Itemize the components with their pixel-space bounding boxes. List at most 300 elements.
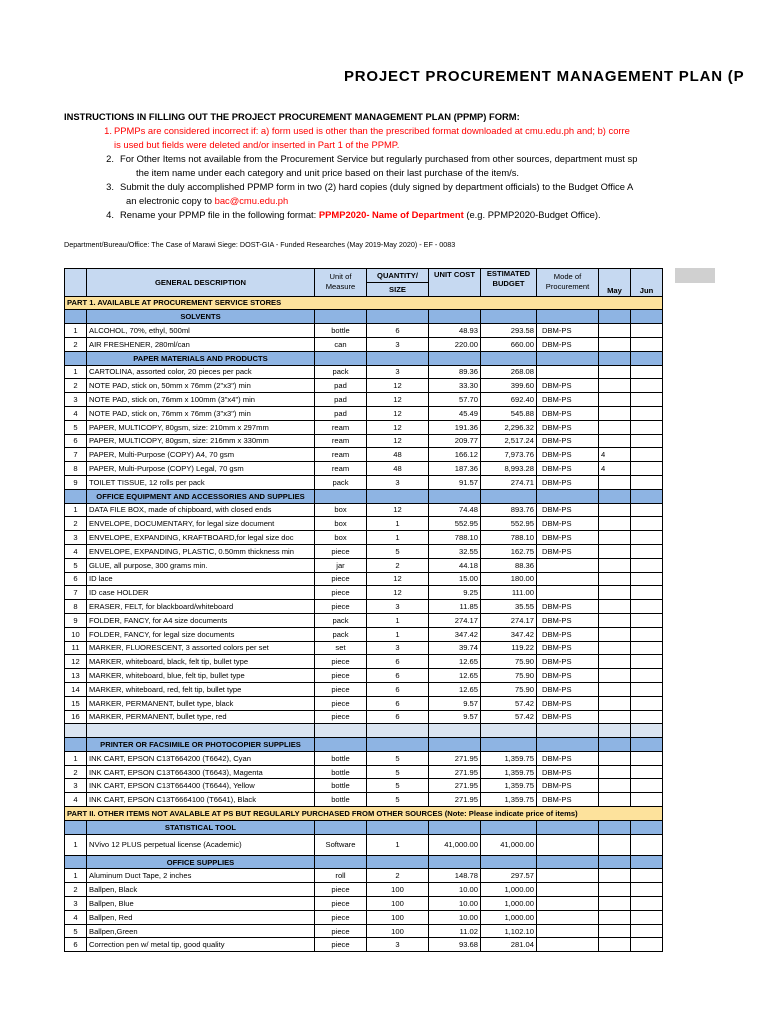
item-may-quantity[interactable]: [599, 613, 631, 627]
item-jun-quantity[interactable]: [631, 834, 663, 855]
item-description[interactable]: INK CART, EPSON C13T664400 (T6644), Yellow: [87, 779, 315, 793]
item-estimated-budget[interactable]: 293.58: [481, 324, 537, 338]
item-estimated-budget[interactable]: 111.00: [481, 586, 537, 600]
item-unit-of-measure[interactable]: ream: [315, 448, 367, 462]
item-mode-of-procurement[interactable]: [537, 558, 599, 572]
item-may-quantity[interactable]: 4: [599, 462, 631, 476]
item-may-quantity[interactable]: [599, 517, 631, 531]
item-unit-of-measure[interactable]: piece: [315, 682, 367, 696]
item-jun-quantity[interactable]: [631, 669, 663, 683]
item-description[interactable]: NVivo 12 PLUS perpetual license (Academic): [87, 834, 315, 855]
item-jun-quantity[interactable]: [631, 434, 663, 448]
item-mode-of-procurement[interactable]: [537, 924, 599, 938]
item-jun-quantity[interactable]: [631, 627, 663, 641]
item-quantity[interactable]: 2: [367, 869, 429, 883]
item-unit-of-measure[interactable]: bottle: [315, 751, 367, 765]
item-mode-of-procurement[interactable]: DBM-PS: [537, 682, 599, 696]
item-jun-quantity[interactable]: [631, 324, 663, 338]
item-mode-of-procurement[interactable]: [537, 572, 599, 586]
item-quantity[interactable]: 100: [367, 897, 429, 911]
item-may-quantity[interactable]: [599, 600, 631, 614]
item-description[interactable]: GLUE, all purpose, 300 grams min.: [87, 558, 315, 572]
item-description[interactable]: DATA FILE BOX, made of chipboard, with closed ends: [87, 503, 315, 517]
item-unit-cost[interactable]: 45.49: [429, 406, 481, 420]
item-estimated-budget[interactable]: 1,000.00: [481, 897, 537, 911]
item-jun-quantity[interactable]: [631, 924, 663, 938]
item-mode-of-procurement[interactable]: DBM-PS: [537, 669, 599, 683]
item-estimated-budget[interactable]: 35.55: [481, 600, 537, 614]
item-quantity[interactable]: 1: [367, 627, 429, 641]
item-estimated-budget[interactable]: 75.90: [481, 682, 537, 696]
item-mode-of-procurement[interactable]: DBM-PS: [537, 517, 599, 531]
item-may-quantity[interactable]: [599, 793, 631, 807]
item-description[interactable]: ENVELOPE, EXPANDING, PLASTIC, 0.50mm thickness min: [87, 544, 315, 558]
item-may-quantity[interactable]: [599, 669, 631, 683]
item-quantity[interactable]: 1: [367, 517, 429, 531]
item-description[interactable]: FOLDER, FANCY, for A4 size documents: [87, 613, 315, 627]
item-may-quantity[interactable]: [599, 924, 631, 938]
item-quantity[interactable]: 12: [367, 586, 429, 600]
item-jun-quantity[interactable]: [631, 544, 663, 558]
item-unit-cost[interactable]: 10.00: [429, 897, 481, 911]
item-mode-of-procurement[interactable]: DBM-PS: [537, 779, 599, 793]
item-unit-cost[interactable]: 347.42: [429, 627, 481, 641]
item-description[interactable]: AIR FRESHENER, 280ml/can: [87, 337, 315, 351]
item-mode-of-procurement[interactable]: [537, 938, 599, 952]
item-mode-of-procurement[interactable]: DBM-PS: [537, 393, 599, 407]
item-mode-of-procurement[interactable]: DBM-PS: [537, 765, 599, 779]
item-mode-of-procurement[interactable]: DBM-PS: [537, 420, 599, 434]
item-unit-of-measure[interactable]: pack: [315, 613, 367, 627]
item-jun-quantity[interactable]: [631, 897, 663, 911]
item-description[interactable]: PAPER, Multi-Purpose (COPY) Legal, 70 gsm: [87, 462, 315, 476]
item-jun-quantity[interactable]: [631, 586, 663, 600]
item-estimated-budget[interactable]: 7,973.76: [481, 448, 537, 462]
item-may-quantity[interactable]: [599, 475, 631, 489]
item-unit-cost[interactable]: 271.95: [429, 751, 481, 765]
item-quantity[interactable]: 6: [367, 669, 429, 683]
item-quantity[interactable]: 3: [367, 641, 429, 655]
item-may-quantity[interactable]: [599, 641, 631, 655]
item-may-quantity[interactable]: [599, 406, 631, 420]
item-quantity[interactable]: 100: [367, 883, 429, 897]
item-mode-of-procurement[interactable]: DBM-PS: [537, 337, 599, 351]
item-estimated-budget[interactable]: 75.90: [481, 655, 537, 669]
item-mode-of-procurement[interactable]: [537, 910, 599, 924]
item-jun-quantity[interactable]: [631, 765, 663, 779]
item-may-quantity[interactable]: 4: [599, 448, 631, 462]
item-unit-of-measure[interactable]: piece: [315, 655, 367, 669]
item-quantity[interactable]: 3: [367, 600, 429, 614]
item-unit-of-measure[interactable]: ream: [315, 462, 367, 476]
item-estimated-budget[interactable]: 692.40: [481, 393, 537, 407]
item-estimated-budget[interactable]: 2,517.24: [481, 434, 537, 448]
item-estimated-budget[interactable]: 297.57: [481, 869, 537, 883]
item-unit-of-measure[interactable]: piece: [315, 669, 367, 683]
item-jun-quantity[interactable]: [631, 517, 663, 531]
item-description[interactable]: ENVELOPE, DOCUMENTARY, for legal size document: [87, 517, 315, 531]
item-quantity[interactable]: 2: [367, 558, 429, 572]
item-description[interactable]: INK CART, EPSON C13T664200 (T6642), Cyan: [87, 751, 315, 765]
item-unit-cost[interactable]: 271.95: [429, 779, 481, 793]
item-may-quantity[interactable]: [599, 897, 631, 911]
item-jun-quantity[interactable]: [631, 883, 663, 897]
item-may-quantity[interactable]: [599, 682, 631, 696]
item-estimated-budget[interactable]: 2,296.32: [481, 420, 537, 434]
item-mode-of-procurement[interactable]: [537, 869, 599, 883]
item-may-quantity[interactable]: [599, 531, 631, 545]
item-mode-of-procurement[interactable]: [537, 586, 599, 600]
item-mode-of-procurement[interactable]: DBM-PS: [537, 379, 599, 393]
item-unit-cost[interactable]: 93.68: [429, 938, 481, 952]
item-jun-quantity[interactable]: [631, 379, 663, 393]
item-description[interactable]: MARKER, whiteboard, black, felt tip, bullet type: [87, 655, 315, 669]
item-may-quantity[interactable]: [599, 434, 631, 448]
item-quantity[interactable]: 12: [367, 393, 429, 407]
item-quantity[interactable]: 6: [367, 324, 429, 338]
item-may-quantity[interactable]: [599, 910, 631, 924]
item-unit-cost[interactable]: 11.02: [429, 924, 481, 938]
item-mode-of-procurement[interactable]: DBM-PS: [537, 462, 599, 476]
item-jun-quantity[interactable]: [631, 462, 663, 476]
item-unit-of-measure[interactable]: pad: [315, 406, 367, 420]
item-may-quantity[interactable]: [599, 558, 631, 572]
item-estimated-budget[interactable]: 893.76: [481, 503, 537, 517]
item-unit-of-measure[interactable]: pack: [315, 365, 367, 379]
item-unit-of-measure[interactable]: can: [315, 337, 367, 351]
item-jun-quantity[interactable]: [631, 869, 663, 883]
item-mode-of-procurement[interactable]: DBM-PS: [537, 600, 599, 614]
item-mode-of-procurement[interactable]: [537, 834, 599, 855]
item-may-quantity[interactable]: [599, 544, 631, 558]
item-quantity[interactable]: 12: [367, 406, 429, 420]
item-jun-quantity[interactable]: [631, 337, 663, 351]
item-description[interactable]: NOTE PAD, stick on, 50mm x 76mm (2"x3") min: [87, 379, 315, 393]
item-unit-cost[interactable]: 41,000.00: [429, 834, 481, 855]
item-unit-of-measure[interactable]: piece: [315, 897, 367, 911]
item-estimated-budget[interactable]: 180.00: [481, 572, 537, 586]
item-may-quantity[interactable]: [599, 834, 631, 855]
item-quantity[interactable]: 12: [367, 379, 429, 393]
item-mode-of-procurement[interactable]: DBM-PS: [537, 641, 599, 655]
item-quantity[interactable]: 3: [367, 938, 429, 952]
item-jun-quantity[interactable]: [631, 710, 663, 724]
item-mode-of-procurement[interactable]: DBM-PS: [537, 751, 599, 765]
item-description[interactable]: Ballpen,Green: [87, 924, 315, 938]
item-jun-quantity[interactable]: [631, 779, 663, 793]
item-description[interactable]: MARKER, whiteboard, red, felt tip, bullet type: [87, 682, 315, 696]
item-description[interactable]: CARTOLINA, assorted color, 20 pieces per pack: [87, 365, 315, 379]
item-mode-of-procurement[interactable]: [537, 897, 599, 911]
item-unit-cost[interactable]: 191.36: [429, 420, 481, 434]
item-unit-of-measure[interactable]: ream: [315, 434, 367, 448]
item-quantity[interactable]: 12: [367, 420, 429, 434]
item-description[interactable]: FOLDER, FANCY, for legal size documents: [87, 627, 315, 641]
item-description[interactable]: Correction pen w/ metal tip, good quality: [87, 938, 315, 952]
item-mode-of-procurement[interactable]: DBM-PS: [537, 627, 599, 641]
item-unit-of-measure[interactable]: roll: [315, 869, 367, 883]
item-unit-of-measure[interactable]: pad: [315, 379, 367, 393]
item-may-quantity[interactable]: [599, 379, 631, 393]
item-unit-of-measure[interactable]: ream: [315, 420, 367, 434]
item-estimated-budget[interactable]: 274.17: [481, 613, 537, 627]
item-unit-cost[interactable]: 57.70: [429, 393, 481, 407]
item-description[interactable]: Ballpen, Black: [87, 883, 315, 897]
item-mode-of-procurement[interactable]: [537, 365, 599, 379]
item-estimated-budget[interactable]: 268.08: [481, 365, 537, 379]
item-estimated-budget[interactable]: 75.90: [481, 669, 537, 683]
item-jun-quantity[interactable]: [631, 793, 663, 807]
item-unit-cost[interactable]: 148.78: [429, 869, 481, 883]
item-unit-cost[interactable]: 48.93: [429, 324, 481, 338]
item-jun-quantity[interactable]: [631, 365, 663, 379]
item-description[interactable]: ID case HOLDER: [87, 586, 315, 600]
item-estimated-budget[interactable]: 119.22: [481, 641, 537, 655]
item-jun-quantity[interactable]: [631, 448, 663, 462]
item-mode-of-procurement[interactable]: DBM-PS: [537, 710, 599, 724]
item-quantity[interactable]: 6: [367, 696, 429, 710]
item-may-quantity[interactable]: [599, 627, 631, 641]
item-unit-of-measure[interactable]: box: [315, 531, 367, 545]
item-quantity[interactable]: 3: [367, 365, 429, 379]
item-estimated-budget[interactable]: 162.75: [481, 544, 537, 558]
item-unit-cost[interactable]: 274.17: [429, 613, 481, 627]
item-jun-quantity[interactable]: [631, 558, 663, 572]
item-estimated-budget[interactable]: 788.10: [481, 531, 537, 545]
item-estimated-budget[interactable]: 1,359.75: [481, 793, 537, 807]
item-may-quantity[interactable]: [599, 337, 631, 351]
item-quantity[interactable]: 5: [367, 793, 429, 807]
item-mode-of-procurement[interactable]: DBM-PS: [537, 448, 599, 462]
item-mode-of-procurement[interactable]: DBM-PS: [537, 434, 599, 448]
item-quantity[interactable]: 1: [367, 613, 429, 627]
item-description[interactable]: PAPER, MULTICOPY, 80gsm, size: 210mm x 297mm: [87, 420, 315, 434]
item-quantity[interactable]: 5: [367, 779, 429, 793]
item-quantity[interactable]: 6: [367, 710, 429, 724]
item-unit-of-measure[interactable]: jar: [315, 558, 367, 572]
item-unit-of-measure[interactable]: piece: [315, 938, 367, 952]
item-description[interactable]: Ballpen, Red: [87, 910, 315, 924]
item-mode-of-procurement[interactable]: DBM-PS: [537, 613, 599, 627]
item-unit-cost[interactable]: 11.85: [429, 600, 481, 614]
item-unit-cost[interactable]: 15.00: [429, 572, 481, 586]
item-quantity[interactable]: 1: [367, 834, 429, 855]
item-unit-cost[interactable]: 9.57: [429, 696, 481, 710]
item-quantity[interactable]: 100: [367, 924, 429, 938]
item-unit-of-measure[interactable]: piece: [315, 586, 367, 600]
item-estimated-budget[interactable]: 57.42: [481, 696, 537, 710]
item-jun-quantity[interactable]: [631, 682, 663, 696]
item-unit-cost[interactable]: 209.77: [429, 434, 481, 448]
item-quantity[interactable]: 12: [367, 434, 429, 448]
item-jun-quantity[interactable]: [631, 531, 663, 545]
item-unit-of-measure[interactable]: piece: [315, 883, 367, 897]
item-estimated-budget[interactable]: 1,000.00: [481, 910, 537, 924]
item-description[interactable]: PAPER, MULTICOPY, 80gsm, size: 216mm x 330mm: [87, 434, 315, 448]
item-unit-cost[interactable]: 788.10: [429, 531, 481, 545]
item-unit-of-measure[interactable]: bottle: [315, 765, 367, 779]
item-may-quantity[interactable]: [599, 710, 631, 724]
item-estimated-budget[interactable]: 1,000.00: [481, 883, 537, 897]
item-may-quantity[interactable]: [599, 324, 631, 338]
item-description[interactable]: Aluminum Duct Tape, 2 inches: [87, 869, 315, 883]
item-mode-of-procurement[interactable]: DBM-PS: [537, 793, 599, 807]
item-quantity[interactable]: 6: [367, 682, 429, 696]
item-may-quantity[interactable]: [599, 869, 631, 883]
item-unit-of-measure[interactable]: pack: [315, 627, 367, 641]
item-may-quantity[interactable]: [599, 586, 631, 600]
item-unit-of-measure[interactable]: set: [315, 641, 367, 655]
item-quantity[interactable]: 3: [367, 475, 429, 489]
item-mode-of-procurement[interactable]: DBM-PS: [537, 696, 599, 710]
item-quantity[interactable]: 1: [367, 531, 429, 545]
item-mode-of-procurement[interactable]: DBM-PS: [537, 475, 599, 489]
item-description[interactable]: Ballpen, Blue: [87, 897, 315, 911]
item-jun-quantity[interactable]: [631, 420, 663, 434]
item-unit-cost[interactable]: 187.36: [429, 462, 481, 476]
item-quantity[interactable]: 6: [367, 655, 429, 669]
item-unit-cost[interactable]: 10.00: [429, 883, 481, 897]
item-unit-cost[interactable]: 32.55: [429, 544, 481, 558]
item-description[interactable]: MARKER, PERMANENT, bullet type, red: [87, 710, 315, 724]
item-mode-of-procurement[interactable]: DBM-PS: [537, 324, 599, 338]
item-unit-cost[interactable]: 552.95: [429, 517, 481, 531]
item-estimated-budget[interactable]: 1,359.75: [481, 751, 537, 765]
item-unit-of-measure[interactable]: bottle: [315, 793, 367, 807]
item-quantity[interactable]: 100: [367, 910, 429, 924]
item-description[interactable]: MARKER, whiteboard, blue, felt tip, bullet type: [87, 669, 315, 683]
item-unit-cost[interactable]: 10.00: [429, 910, 481, 924]
item-may-quantity[interactable]: [599, 696, 631, 710]
item-jun-quantity[interactable]: [631, 641, 663, 655]
item-unit-of-measure[interactable]: bottle: [315, 324, 367, 338]
item-unit-cost[interactable]: 74.48: [429, 503, 481, 517]
item-description[interactable]: TOILET TISSUE, 12 rolls per pack: [87, 475, 315, 489]
item-unit-of-measure[interactable]: Software: [315, 834, 367, 855]
item-jun-quantity[interactable]: [631, 751, 663, 765]
item-may-quantity[interactable]: [599, 883, 631, 897]
item-description[interactable]: NOTE PAD, stick on, 76mm x 100mm (3"x4") min: [87, 393, 315, 407]
item-mode-of-procurement[interactable]: DBM-PS: [537, 655, 599, 669]
item-quantity[interactable]: 48: [367, 462, 429, 476]
item-unit-of-measure[interactable]: pack: [315, 475, 367, 489]
item-unit-cost[interactable]: 91.57: [429, 475, 481, 489]
item-estimated-budget[interactable]: 41,000.00: [481, 834, 537, 855]
item-unit-cost[interactable]: 220.00: [429, 337, 481, 351]
item-estimated-budget[interactable]: 88.36: [481, 558, 537, 572]
item-estimated-budget[interactable]: 1,359.75: [481, 779, 537, 793]
item-mode-of-procurement[interactable]: DBM-PS: [537, 406, 599, 420]
item-unit-cost[interactable]: 9.25: [429, 586, 481, 600]
item-description[interactable]: NOTE PAD, stick on, 76mm x 76mm (3"x3") min: [87, 406, 315, 420]
item-may-quantity[interactable]: [599, 420, 631, 434]
item-description[interactable]: INK CART, EPSON C13T6664100 (T6641), Black: [87, 793, 315, 807]
item-jun-quantity[interactable]: [631, 475, 663, 489]
item-estimated-budget[interactable]: 545.88: [481, 406, 537, 420]
item-jun-quantity[interactable]: [631, 503, 663, 517]
item-unit-cost[interactable]: 44.18: [429, 558, 481, 572]
item-jun-quantity[interactable]: [631, 572, 663, 586]
item-unit-of-measure[interactable]: piece: [315, 910, 367, 924]
item-unit-of-measure[interactable]: box: [315, 517, 367, 531]
item-estimated-budget[interactable]: 552.95: [481, 517, 537, 531]
item-unit-cost[interactable]: 9.57: [429, 710, 481, 724]
item-unit-cost[interactable]: 166.12: [429, 448, 481, 462]
item-mode-of-procurement[interactable]: DBM-PS: [537, 544, 599, 558]
item-may-quantity[interactable]: [599, 572, 631, 586]
item-may-quantity[interactable]: [599, 655, 631, 669]
item-description[interactable]: ENVELOPE, EXPANDING, KRAFTBOARD,for legal size doc: [87, 531, 315, 545]
item-unit-cost[interactable]: 89.36: [429, 365, 481, 379]
item-quantity[interactable]: 3: [367, 337, 429, 351]
item-unit-cost[interactable]: 12.65: [429, 669, 481, 683]
item-unit-of-measure[interactable]: bottle: [315, 779, 367, 793]
item-estimated-budget[interactable]: 274.71: [481, 475, 537, 489]
item-unit-of-measure[interactable]: piece: [315, 924, 367, 938]
item-may-quantity[interactable]: [599, 503, 631, 517]
item-estimated-budget[interactable]: 8,993.28: [481, 462, 537, 476]
item-quantity[interactable]: 48: [367, 448, 429, 462]
item-quantity[interactable]: 5: [367, 751, 429, 765]
item-unit-of-measure[interactable]: box: [315, 503, 367, 517]
bac-email-link[interactable]: bac@cmu.edu.ph: [214, 195, 289, 206]
item-jun-quantity[interactable]: [631, 696, 663, 710]
item-jun-quantity[interactable]: [631, 910, 663, 924]
item-description[interactable]: ID lace: [87, 572, 315, 586]
item-estimated-budget[interactable]: 57.42: [481, 710, 537, 724]
item-unit-cost[interactable]: 271.95: [429, 765, 481, 779]
item-mode-of-procurement[interactable]: DBM-PS: [537, 503, 599, 517]
item-description[interactable]: INK CART, EPSON C13T664300 (T6643), Magenta: [87, 765, 315, 779]
item-jun-quantity[interactable]: [631, 393, 663, 407]
item-jun-quantity[interactable]: [631, 600, 663, 614]
item-may-quantity[interactable]: [599, 751, 631, 765]
item-description[interactable]: MARKER, PERMANENT, bullet type, black: [87, 696, 315, 710]
item-jun-quantity[interactable]: [631, 938, 663, 952]
item-unit-cost[interactable]: 39.74: [429, 641, 481, 655]
item-estimated-budget[interactable]: 281.04: [481, 938, 537, 952]
item-may-quantity[interactable]: [599, 365, 631, 379]
item-unit-cost[interactable]: 271.95: [429, 793, 481, 807]
item-unit-of-measure[interactable]: piece: [315, 544, 367, 558]
item-unit-cost[interactable]: 33.30: [429, 379, 481, 393]
item-mode-of-procurement[interactable]: DBM-PS: [537, 531, 599, 545]
item-estimated-budget[interactable]: 347.42: [481, 627, 537, 641]
item-description[interactable]: PAPER, Multi-Purpose (COPY) A4, 70 gsm: [87, 448, 315, 462]
item-jun-quantity[interactable]: [631, 613, 663, 627]
item-quantity[interactable]: 12: [367, 503, 429, 517]
item-description[interactable]: MARKER, FLUORESCENT, 3 assorted colors per set: [87, 641, 315, 655]
item-may-quantity[interactable]: [599, 393, 631, 407]
item-mode-of-procurement[interactable]: [537, 883, 599, 897]
item-may-quantity[interactable]: [599, 938, 631, 952]
item-description[interactable]: ALCOHOL, 70%, ethyl, 500ml: [87, 324, 315, 338]
item-unit-of-measure[interactable]: piece: [315, 710, 367, 724]
item-unit-of-measure[interactable]: piece: [315, 572, 367, 586]
item-unit-of-measure[interactable]: piece: [315, 696, 367, 710]
item-description[interactable]: ERASER, FELT, for blackboard/whiteboard: [87, 600, 315, 614]
item-unit-cost[interactable]: 12.65: [429, 682, 481, 696]
item-quantity[interactable]: 12: [367, 572, 429, 586]
item-quantity[interactable]: 5: [367, 765, 429, 779]
item-jun-quantity[interactable]: [631, 406, 663, 420]
item-unit-of-measure[interactable]: piece: [315, 600, 367, 614]
item-may-quantity[interactable]: [599, 779, 631, 793]
item-estimated-budget[interactable]: 1,102.10: [481, 924, 537, 938]
item-estimated-budget[interactable]: 1,359.75: [481, 765, 537, 779]
item-jun-quantity[interactable]: [631, 655, 663, 669]
item-unit-cost[interactable]: 12.65: [429, 655, 481, 669]
